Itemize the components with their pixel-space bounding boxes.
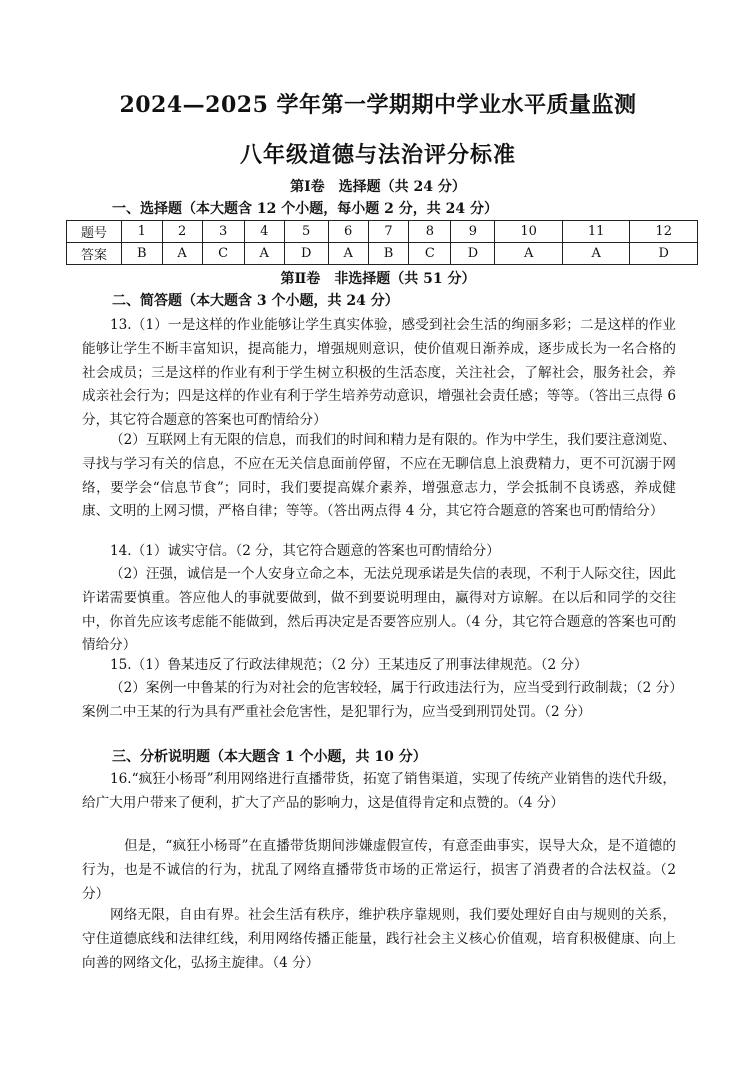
answer-cell: D — [284, 243, 328, 265]
answer-cell: C — [409, 243, 451, 265]
section-2-title: 二、简答题（本大题含 3 个小题，共 24 分） — [112, 293, 399, 309]
q16-paragraph-1: 16.“疯狂小杨哥”利用网络进行直播带货，拓宽了销售渠道，实现了传统产业销售的迭代升级，给广大用户带来了便利，扩大了产品的影响力，这是值得肯定和点赞的。（4 分） — [82, 771, 676, 811]
answer-cell: A — [244, 243, 284, 265]
row-label-answer: 答案 — [67, 243, 122, 265]
volume-1-title: 第Ⅰ卷 选择题（共 24 分） — [290, 179, 466, 195]
answer-cell: B — [368, 243, 409, 265]
q15-part2-answer: （2）案例一中鲁某的行为对社会的危害较轻，属于行政违法行为，应当受到行政制裁；（2 分）案例二中王某的行为具有严重社会危害性，是犯罪行为，应当受到刑罚处罚。（2 分） — [82, 680, 676, 720]
answer-cell: B — [122, 243, 163, 265]
answer-table — [66, 220, 698, 265]
q14-part1-answer: 14.（1）诚实守信。（2 分，其它符合题意的答案也可酌情给分） — [110, 543, 500, 559]
volume-2-title: 第Ⅱ卷 非选择题（共 51 分） — [280, 271, 476, 287]
answer-row — [67, 243, 698, 265]
question-number-cell: 5 — [284, 221, 328, 243]
q16-paragraph-2: 但是，“疯狂小杨哥”在直播带货期间涉嫌虚假宣传，有意歪曲事实，误导大众，是不道德的行为，也是不诚信的行为，扰乱了网络直播带货市场的正常运行，损害了消费者的合法权益。（2 分） — [82, 838, 676, 902]
answer-cell: A — [328, 243, 368, 265]
q13-part1-answer: 13.（1）一是这样的作业能够让学生真实体验，感受到社会生活的绚丽多彩；二是这样的作业能够让学生不断丰富知识，提高能力，增强规则意识，使价值观日渐养成，逐步成长为一名合格的社会成员；三是这样的作业有利于学生树立积极的生活态度，关注社会，了解社会，服务社会，养成亲社会行为；四是这样的作业有利于学生培养劳动意识，增强社会责任感；等等。（答出三点得 6 分，其它符合题意的答案也可酌情给分） — [82, 317, 676, 429]
question-number-cell: 1 — [122, 221, 163, 243]
section-3-title: 三、分析说明题（本大题含 1 个小题，共 10 分） — [112, 749, 427, 765]
question-number-cell: 12 — [630, 221, 698, 243]
q13-part2-answer: （2）互联网上有无限的信息，而我们的时间和精力是有限的。作为中学生，我们要注意浏览、寻找与学习有关的信息，不应在无关信息面前停留，不应在无聊信息上浪费精力，更不可沉溺于网络，要学会“信息节食”；同时，我们要提高媒介素养，增强意志力，学会抵制不良诱惑，养成健康、文明的上网习惯，严格自律；等等。（答出两点得 4 分，其它符合题意的答案也可酌情给分） — [82, 432, 676, 520]
question-number-cell: 6 — [328, 221, 368, 243]
question-number-cell: 7 — [368, 221, 409, 243]
exam-title: 2024—2025 学年第一学期期中学业水平质量监测 — [119, 92, 637, 118]
question-number-cell: 11 — [562, 221, 630, 243]
q15-part1-answer: 15.（1）鲁某违反了行政法律规范；（2 分）王某违反了刑事法律规范。（2 分） — [110, 657, 588, 673]
q16-paragraph-3: 网络无限，自由有界。社会生活有秩序，维护秩序靠规则，我们要处理好自由与规则的关系，守住道德底线和法律红线，利用网络传播正能量，践行社会主义核心价值观，培育积极健康、向上向善的网络文化，弘扬主旋律。（4 分） — [82, 907, 676, 971]
answer-cell: A — [162, 243, 202, 265]
answer-cell: D — [630, 243, 698, 265]
answer-cell: C — [202, 243, 244, 265]
question-number-row — [67, 221, 698, 243]
answer-cell: A — [495, 243, 563, 265]
section-1-title: 一、选择题（本大题含 12 个小题，每小题 2 分，共 24 分） — [112, 201, 498, 217]
question-number-cell: 2 — [162, 221, 202, 243]
question-number-cell: 9 — [451, 221, 495, 243]
question-number-cell: 10 — [495, 221, 563, 243]
q14-part2-answer: （2）汪强，诚信是一个人安身立命之本，无法兑现承诺是失信的表现，不利于人际交往，因此许诺需要慎重。答应他人的事就要做到，做不到要说明理由，赢得对方谅解。在以后和同学的交往中，你首先应该考虑能不能做到，然后再决定是否要答应别人。（4 分，其它符合题意的答案也可酌情给分） — [82, 566, 676, 654]
answer-cell: A — [562, 243, 630, 265]
question-number-cell: 4 — [244, 221, 284, 243]
question-number-cell: 8 — [409, 221, 451, 243]
row-label-number: 题号 — [67, 221, 122, 243]
answer-cell: D — [451, 243, 495, 265]
question-number-cell: 3 — [202, 221, 244, 243]
document-subtitle: 八年级道德与法治评分标准 — [239, 142, 516, 168]
